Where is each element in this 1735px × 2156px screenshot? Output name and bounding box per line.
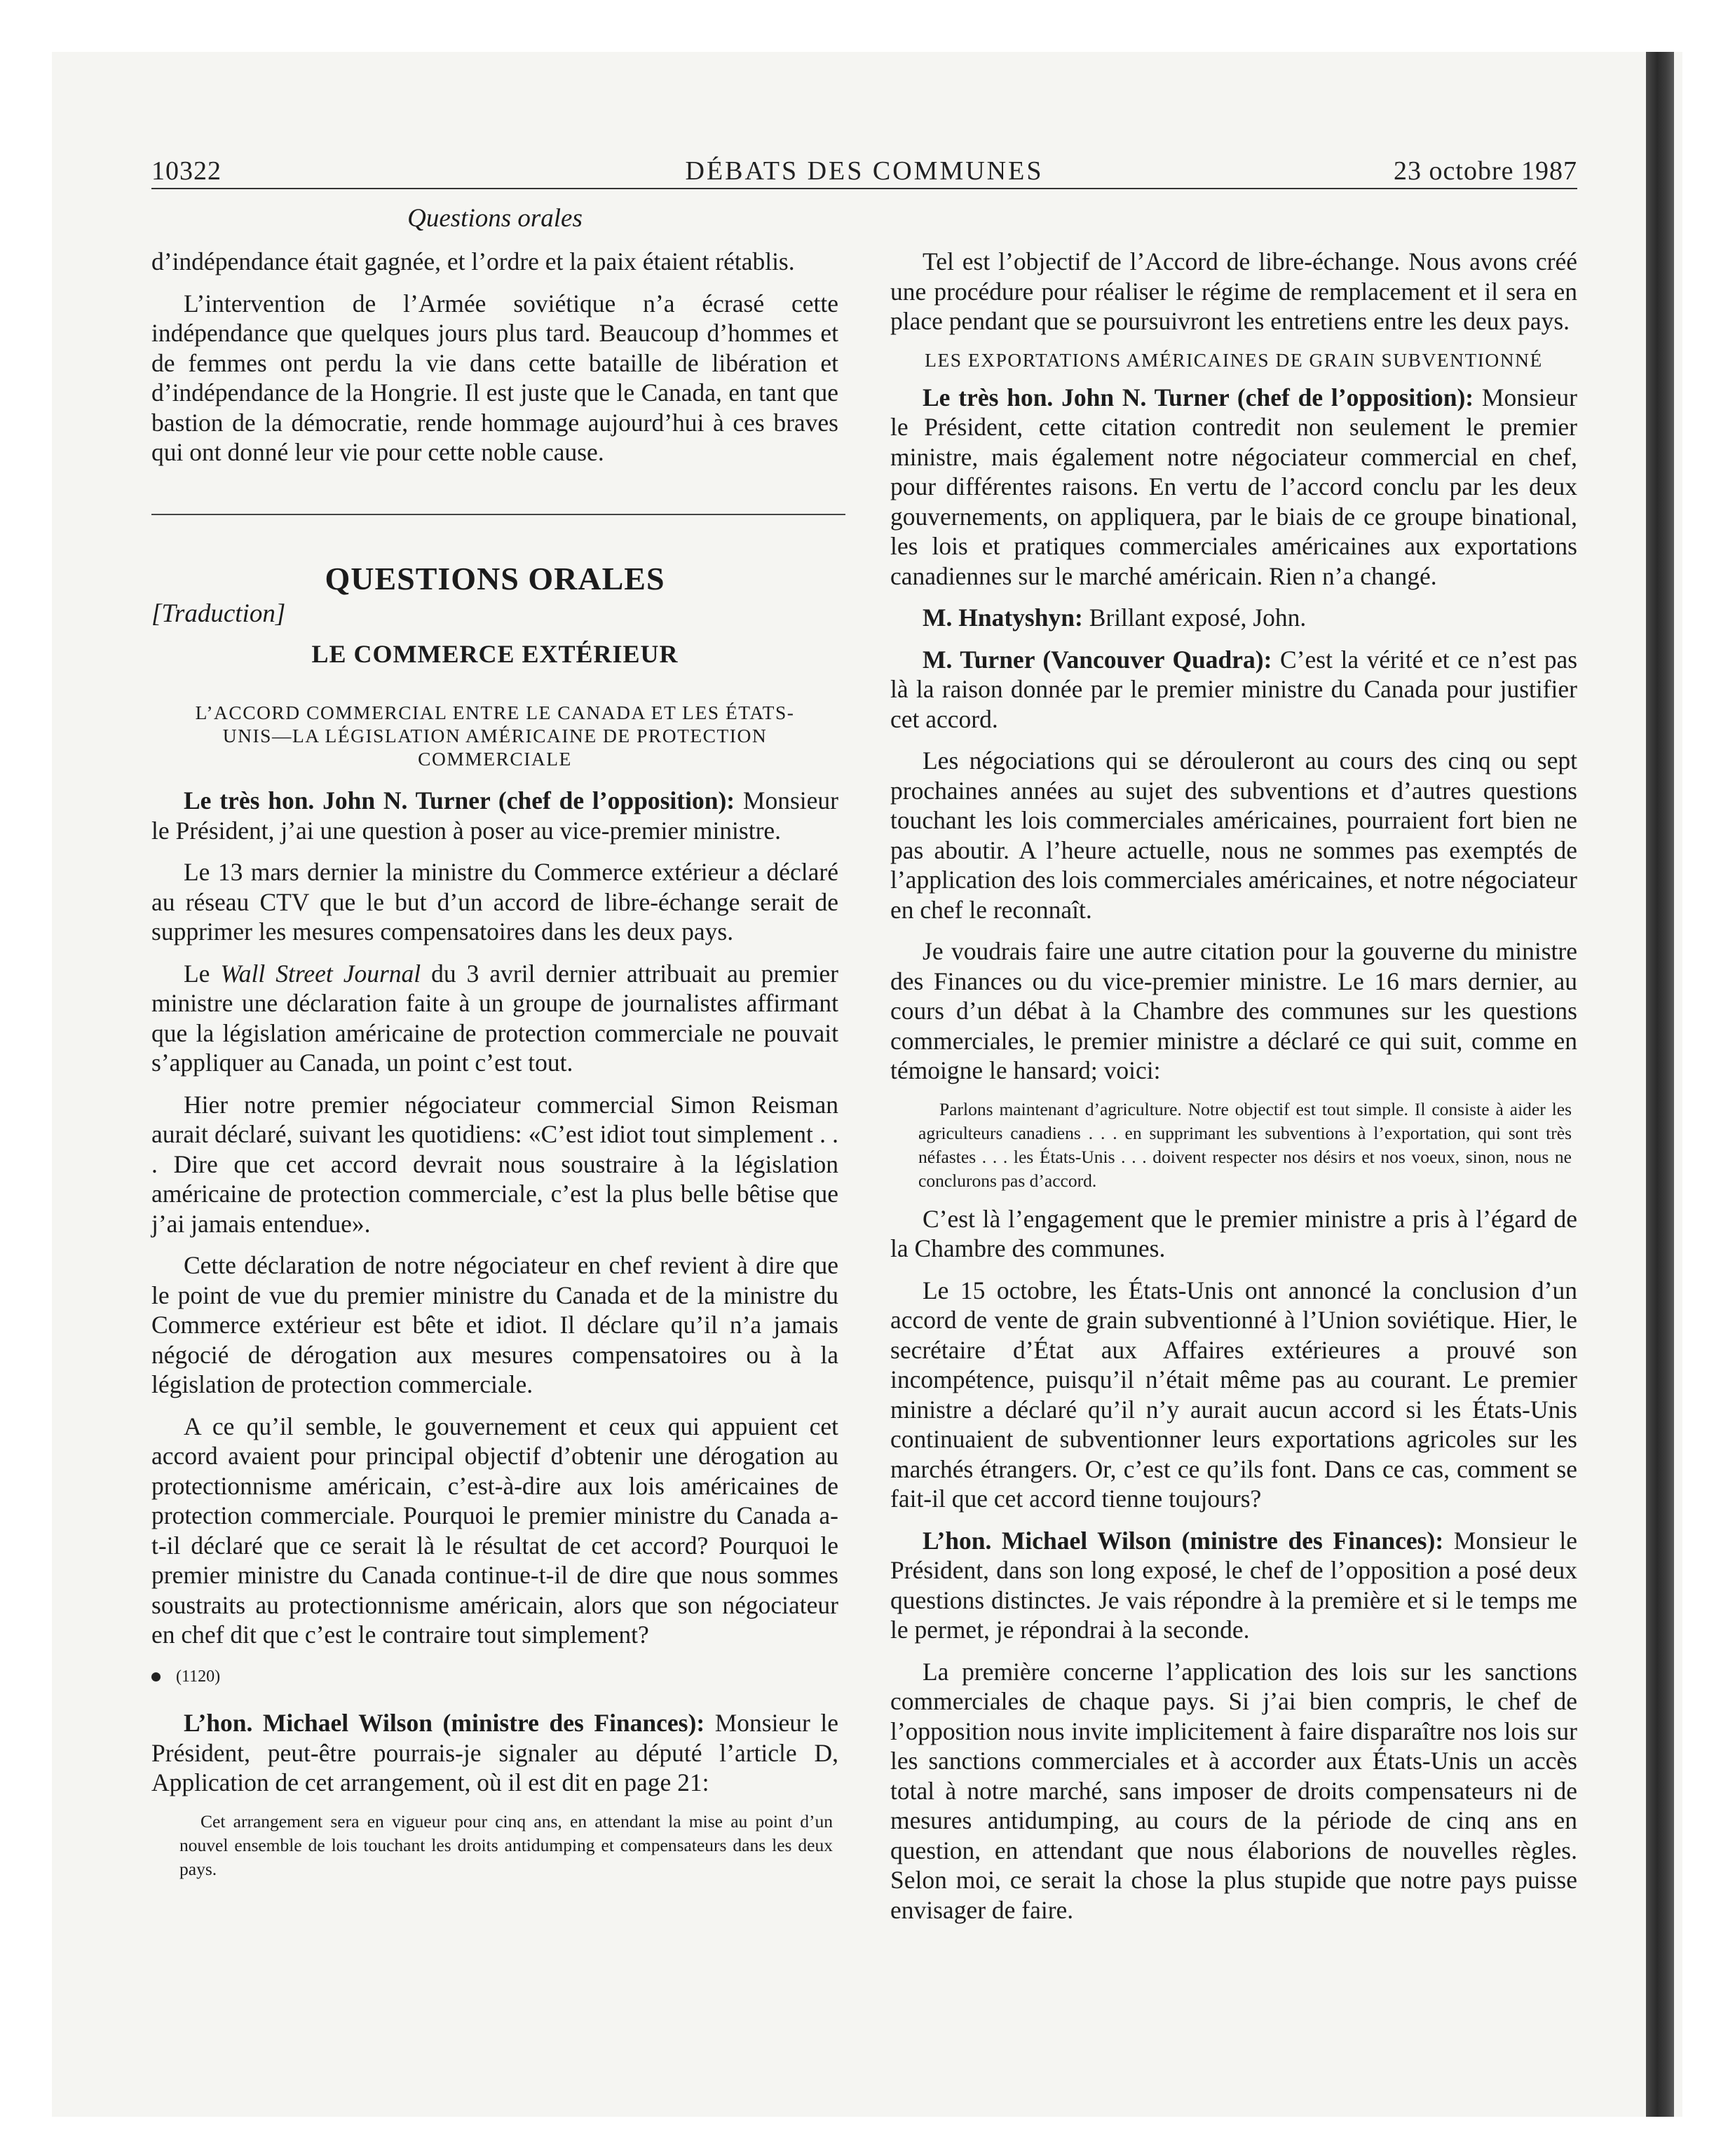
speaker-name: L’hon. Michael Wilson (ministre des Finances): (184, 1709, 705, 1737)
translation-note: [Traduction] (151, 599, 286, 628)
speech (151, 786, 838, 845)
paragraph: Le 13 mars dernier la ministre du Commerce extérieur a déclaré au réseau CTV que le but d’un accord de libre-échange serait de supprimer les mesures compensatoires dans les deux pays. (151, 858, 838, 946)
page-header (151, 156, 1577, 189)
right-column (890, 247, 1577, 1937)
speech-text: Brillant exposé, John. (1089, 603, 1307, 632)
speech-text: Monsieur le Président, j’ai une question à poser au vice-premier ministre. (151, 786, 838, 845)
speech (890, 383, 1577, 592)
time-marker (151, 1662, 838, 1692)
publication-title: DÉBATS DES COMMUNES (685, 156, 1044, 186)
block-quote (890, 1098, 1577, 1193)
paragraph: Le 15 octobre, les États-Unis ont annoncé la conclusion d’un accord de vente de grain subventionné à l’Union soviétique. Hier, le secrétaire d’État aux Affaires extérieures a prouvé son incompétence, puisqu’il n’était même pas au courant. Le premier ministre a déclaré qu’il n’y aurait aucun accord si les États-Unis continuaient de subventionner leurs exportations agricoles sur les marchés étrangers. Or, c’est ce qu’ils font. Dans ce cas, comment se fait-il que cet accord tienne toujours? (890, 1276, 1577, 1513)
paragraph (151, 959, 838, 1078)
paragraph: d’indépendance était gagnée, et l’ordre et la paix étaient rétablis. (151, 247, 795, 275)
speaker-name: M. Turner (Vancouver Quadra): (923, 645, 1272, 674)
header-rule (151, 188, 1577, 189)
paragraph: A ce qu’il semble, le gouvernement et ceux qui appuient cet accord avaient pour principal objectif d’obtenir une dérogation au protectionnisme américain, c’est-à-dire aux lois américaines de protection commerciale. Pourquoi le premier ministre du Canada a-t-il déclaré que ce serait là le résultat de cet accord? Pourquoi le premier ministre du Canada continue-t-il de dire que nous sommes soustraits au protectionnisme américain, alors que son négociateur en chef dit que c’est le contraire tout simplement? (151, 1412, 838, 1649)
paragraph: Je voudrais faire une autre citation pour la gouverne du ministre des Finances ou du vice-premier ministre. Le 16 mars dernier, au cours d’un débat à la Chambre des communes sur les questions commerciales, le premier ministre a déclaré ce qui suit, comme en témoigne le hansard; voici: (890, 937, 1577, 1084)
speech (890, 1526, 1577, 1645)
running-head: Questions orales (407, 204, 583, 233)
speech (890, 645, 1577, 735)
publication-name: Wall Street Journal (220, 959, 421, 988)
left-column (151, 247, 838, 1892)
quote-text: Parlons maintenant d’agriculture. Notre objectif est tout simple. Il consiste à aider les agriculteurs canadiens . . . en supprimant les subventions à l’exportation, qui sont très néfastes . . . les États-Unis . . . doivent respecter nos désirs et nos voeux, sinon, nous ne conclurons pas d’accord. (918, 1098, 1572, 1191)
paragraph: Tel est l’objectif de l’Accord de libre-échange. Nous avons créé une procédure pour réaliser le régime de remplacement et il sera en place pendant que se poursuivront les entretiens entre les deux pays. (890, 247, 1577, 335)
speaker-name: Le très hon. John N. Turner (chef de l’opposition): (184, 786, 735, 814)
bullet-dot (151, 1672, 161, 1681)
topic-heading: LES EXPORTATIONS AMÉRICAINES DE GRAIN SUBVENTIONNÉ (925, 348, 1543, 371)
paragraph: Hier notre premier négociateur commercial Simon Reisman aurait déclaré, suivant les quotidiens: «C’est idiot tout simplement . . . Dire que cet accord devrait nous soustraire à la législation américaine de protection commerciale, c’est la plus belle bêtise que j’ai jamais entendue». (151, 1090, 838, 1238)
text-run: du 3 avril dernier attribuait au premier ministre une déclaration faite à un groupe de journalistes affirmant que la législation américaine de protection commerciale ne pouvait s’appliquer au Canada, un point c’est tout. (151, 959, 838, 1077)
paragraph: L’intervention de l’Armée soviétique n’a écrasé cette indépendance que quelques jours plus tard. Beaucoup d’hommes et de femmes ont perdu la vie dans cette bataille de libération et d’indépendance de la Hongrie. Il est juste que le Canada, en tant que bastion de la démocratie, rende hommage aujourd’hui à ces braves qui ont donné leur vie pour cette noble cause. (151, 289, 838, 466)
speech-text: Monsieur le Président, peut-être pourrais-je signaler au député l’article D, Application de cet arrangement, où il est dit en page 21: (151, 1709, 838, 1796)
page-number: 10322 (151, 156, 222, 186)
paragraph: C’est là l’engagement que le premier ministre a pris à l’égard de la Chambre des communes. (890, 1204, 1577, 1262)
paragraph: Cette déclaration de notre négociateur en chef revient à dire que le point de vue du premier ministre du Canada et de la ministre du Commerce extérieur est bête et idiot. Il déclare qu’il n’a jamais négocié de dérogation aux mesures compensatoires ou à la législation de protection commerciale. (151, 1251, 838, 1398)
quote-text: Cet arrangement sera en vigueur pour cinq ans, en attendant la mise au point d’un nouvel ensemble de lois touchant les droits antidumping et compensateurs dans les deux pays. (179, 1810, 833, 1879)
speech (890, 603, 1577, 633)
subsection-title: LE COMMERCE EXTÉRIEUR (311, 639, 679, 668)
paragraph: Les négociations qui se dérouleront au cours des cinq ou sept prochaines années au sujet des subventions et d’autres questions touchant les lois commerciales américaines, pourraient fort bien ne pas aboutir. A l’heure actuelle, nous ne sommes pas exemptés de l’application des lois commerciales américaines, et notre négociateur en chef le reconnaît. (890, 746, 1577, 924)
scan-binding-edge (1646, 52, 1674, 2117)
speech-text: C’est la vérité et ce n’est pas là la raison donnée par le premier ministre du Canada pour justifier cet accord. (890, 645, 1578, 733)
speech-text: Monsieur le Président, dans son long exposé, le chef de l’opposition a posé deux questions distinctes. Je vais répondre à la première et si le temps me le permet, je répondrai à la seconde. (890, 1526, 1577, 1644)
section-title: QUESTIONS ORALES (325, 560, 665, 596)
speech (151, 1708, 838, 1798)
topic-heading: L’ACCORD COMMERCIAL ENTRE LE CANADA ET LES ÉTATS-UNIS—LA LÉGISLATION AMÉRICAINE DE PROTECTION COMMERCIALE (195, 702, 795, 770)
time-marker-text: (1120) (176, 1667, 221, 1686)
speaker-name: M. Hnatyshyn: (923, 603, 1083, 632)
speech-text: Monsieur le Président, cette citation contredit non seulement le premier ministre, mais également notre négociateur commercial en chef, pour différentes raisons. En vertu de l’accord conclu par les deux gouvernements, on appliquera, par le biais de ce groupe binational, les lois et pratiques commerciales américaines aux exportations canadiennes sur le marché américain. Rien n’a changé. (890, 383, 1577, 590)
section-divider (151, 514, 845, 515)
publication-date: 23 octobre 1987 (1394, 156, 1577, 186)
text-run: Le (184, 959, 221, 988)
paragraph: La première concerne l’application des lois sur les sanctions commerciales de chaque pays. Si j’ai bien compris, le chef de l’opposition nous invite implicitement à faire disparaître nos lois sur les sanctions commerciales et à accorder aux États-Unis un accès total à notre marché, sans imposer de droits compensateurs ni de mesures antidumping, au cours de la période de cinq ans en question, en attendant que nous élaborions de nouvelles règles. Selon moi, ce serait la chose la plus stupide que notre pays puisse envisager de faire. (890, 1657, 1577, 1924)
block-quote (151, 1810, 838, 1881)
speaker-name: L’hon. Michael Wilson (ministre des Finances): (923, 1526, 1444, 1555)
speaker-name: Le très hon. John N. Turner (chef de l’opposition): (923, 383, 1474, 411)
